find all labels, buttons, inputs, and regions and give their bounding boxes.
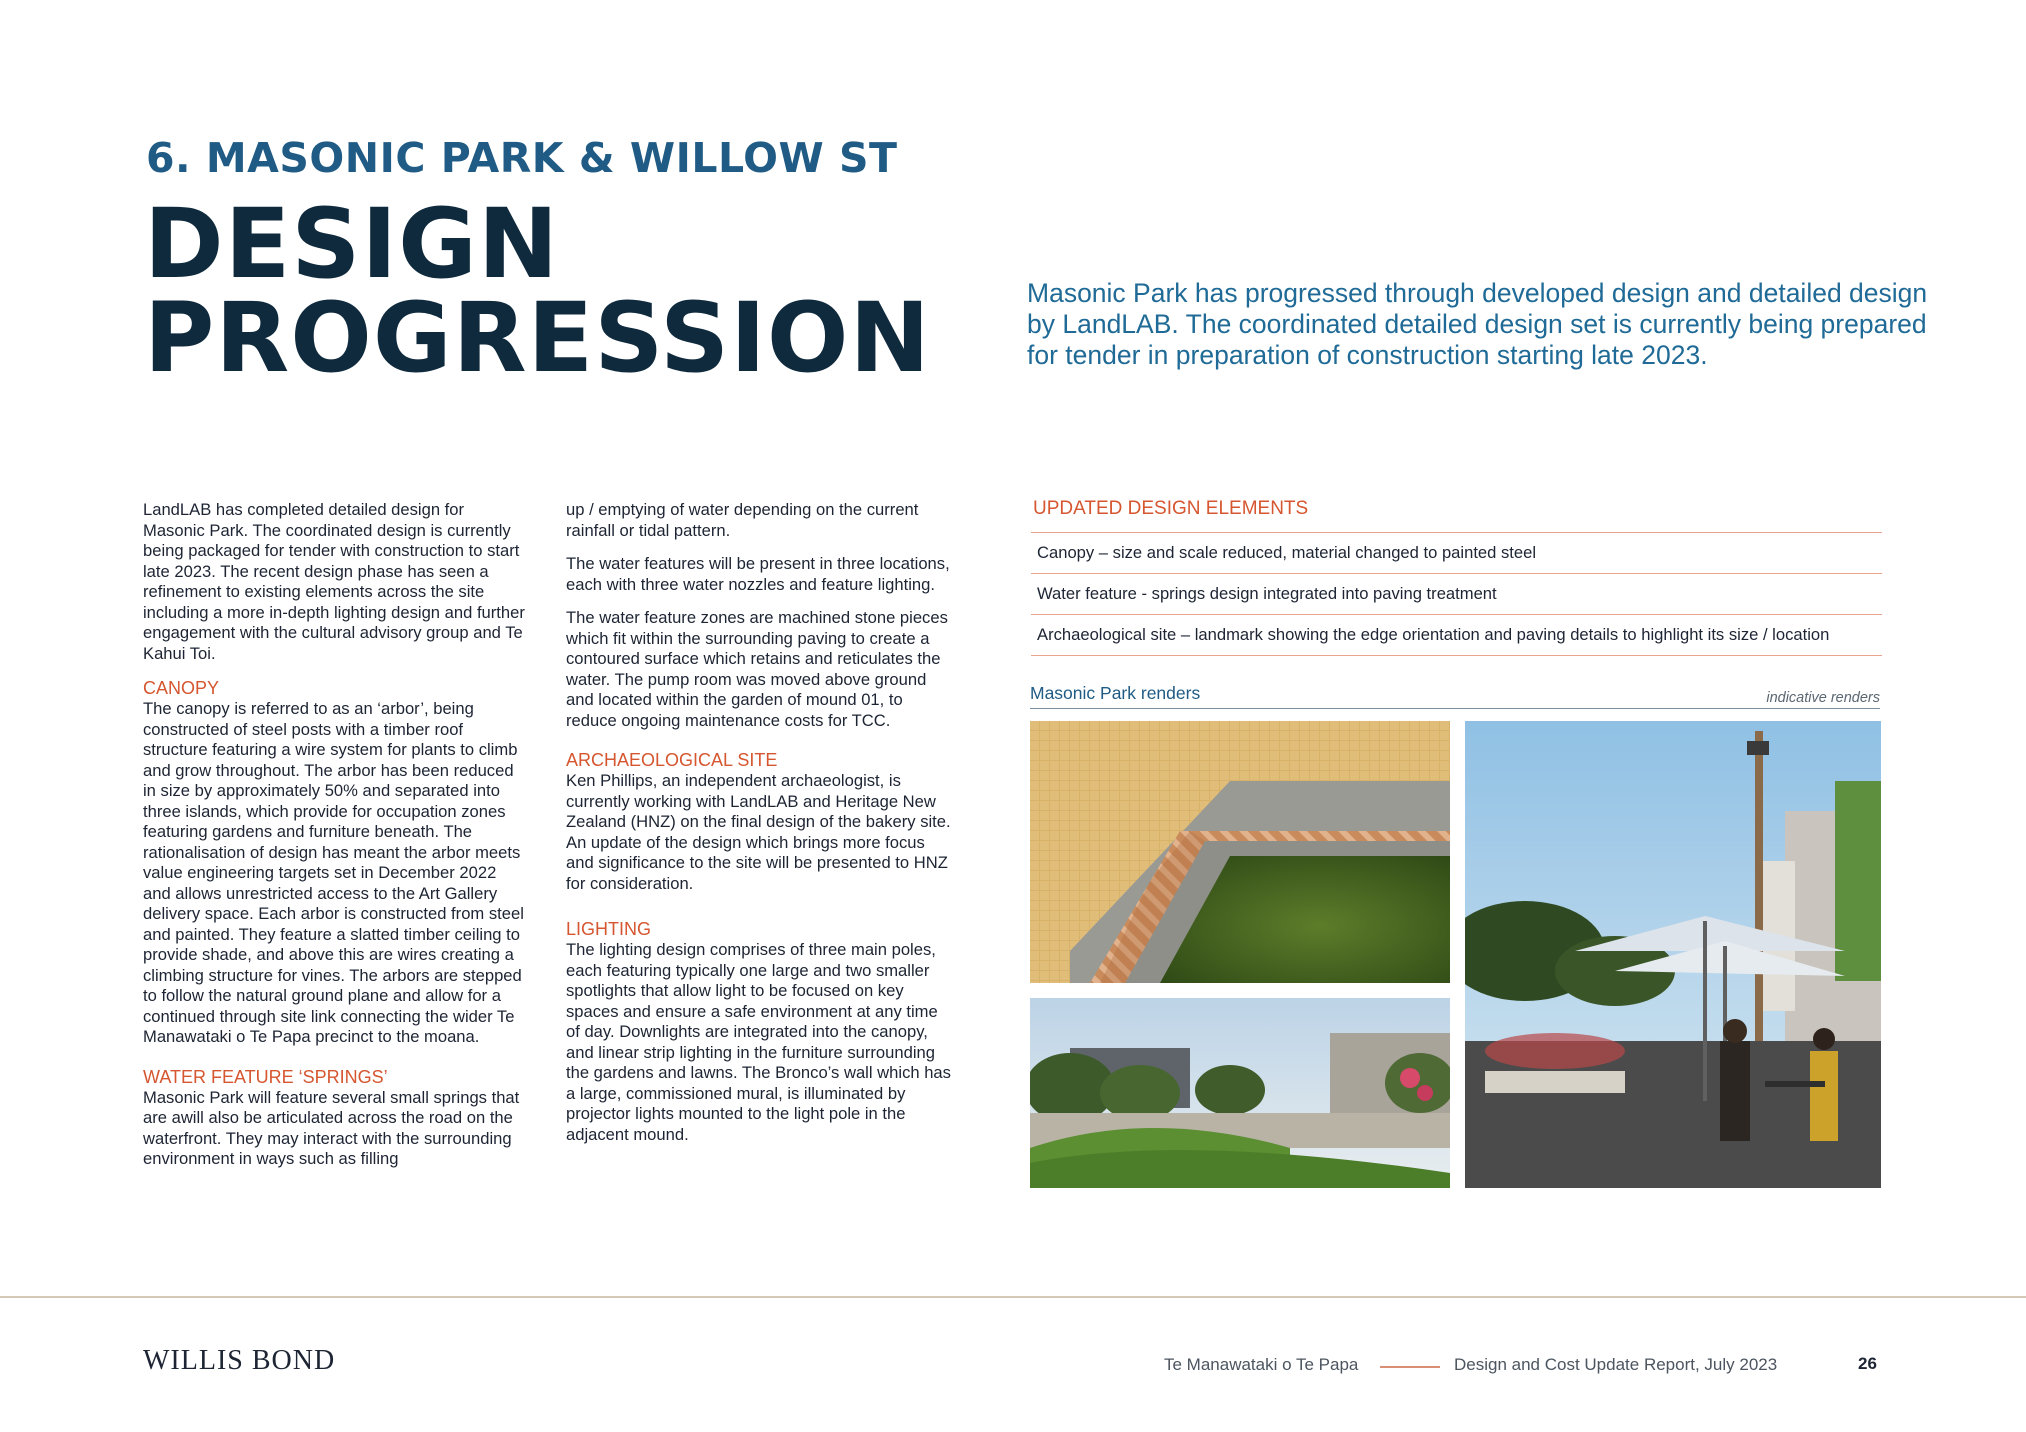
footer-divider <box>0 1296 2026 1298</box>
updated-elements-title: UPDATED DESIGN ELEMENTS <box>1033 498 1309 519</box>
updated-elements-list <box>1031 532 1882 656</box>
page-title-line-2: PROGRESSION <box>144 282 931 394</box>
renders-header <box>1030 683 1880 709</box>
lighting-text: The lighting design comprises of three main poles, each featuring typically one large and two smaller spotlights that allow light to be focused on key spaces and ensure a safe environment at any time of day. Downlights are integrated into the canopy, and linear strip lighting in the furniture surrounding the gardens and lawns. The Bronco’s wall which has a large, commissioned mural, is illuminated by projector lights mounted to the light pole in the adjacent mound. <box>566 940 951 1144</box>
water-feature-heading: WATER FEATURE ‘SPRINGS’ <box>143 1066 388 1087</box>
updated-element-item: Canopy – size and scale reduced, material changed to painted steel <box>1031 532 1882 573</box>
text-column-1 <box>143 500 528 1183</box>
intro-paragraph: Masonic Park has progressed through developed design and detailed design by LandLAB. The coordinated detailed design set is currently being prepared for tender in preparation of construction starting late 2023. <box>1027 278 1928 370</box>
intro-text: LandLAB has completed detailed design for Masonic Park. The coordinated design is currently being packaged for tender with construction to start late 2023. The recent design phase has seen a refinement to existing elements across the site including a more in-depth lighting design and further engagement with the cultural advisory group and Te Kahui Toi. <box>143 500 525 663</box>
footer-project-name: Te Manawataki o Te Papa <box>1164 1355 1359 1374</box>
page-title-line-1: DESIGN <box>144 188 560 300</box>
lighting-heading: LIGHTING <box>566 919 652 939</box>
renders-note: indicative renders <box>1766 690 1880 706</box>
water-feature-continued: up / emptying of water depending on the current rainfall or tidal pattern. <box>566 500 919 540</box>
text-column-2 <box>566 500 951 1158</box>
render-park-view <box>1030 998 1450 1188</box>
page-number: 26 <box>1858 1354 1877 1373</box>
section-label: 6. MASONIC PARK & WILLOW ST <box>146 134 898 182</box>
archaeological-heading: ARCHAEOLOGICAL SITE <box>566 750 778 770</box>
footer-separator <box>1380 1366 1440 1368</box>
canopy-heading: CANOPY <box>143 678 220 698</box>
water-feature-zones: The water feature zones are machined stone pieces which fit within the surrounding paving to create a contoured surface which retains and reticulates the water. The pump room was moved above ground and located within the garden of mound 01, to reduce ongoing maintenance costs for TCC. <box>566 608 948 730</box>
render-plaza-umbrellas <box>1465 721 1881 1188</box>
render-aerial-planter <box>1030 721 1450 983</box>
water-feature-text: Masonic Park will feature several small springs that are awill also be articulated across the road on the waterfront. They may interact with the surrounding environment in ways such as filling <box>143 1087 520 1168</box>
water-feature-locations: The water features will be present in three locations, each with three water nozzles and feature lighting. <box>566 554 950 594</box>
updated-element-item: Water feature - springs design integrated into paving treatment <box>1031 573 1882 614</box>
archaeological-text: Ken Phillips, an independent archaeologist, is currently working with LandLAB and Heritage New Zealand (HNZ) on the final design of the bakery site. An update of the design which brings more focus and significance to the site will be presented to HNZ for consideration. <box>566 771 951 893</box>
updated-element-item: Archaeological site – landmark showing the edge orientation and paving details to highlight its size / location <box>1031 614 1882 656</box>
renders-title: Masonic Park renders <box>1030 683 1201 703</box>
brand-logo: WILLIS BOND <box>143 1345 336 1376</box>
canopy-text: The canopy is referred to as an ‘arbor’, being constructed of steel posts with a timber roof structure featuring a wire system for plants to climb and grow throughout. The arbor has been reduced in size by approximately 50% and separated into three islands, which provide for occupation zones featuring gardens and furniture beneath. The rationalisation of design has meant the arbor meets value engineering targets set in December 2022 and allows unrestricted access to the Art Gallery delivery space. Each arbor is constructed from steel and painted. They feature a slatted timber ceiling to provide shade, and above this are wires creating a climbing structure for vines. The arbors are stepped to follow the natural ground plane and allow for a continued through site link connecting the wider Te Manawataki o Te Papa precinct to the moana. <box>143 699 524 1046</box>
footer-report-title: Design and Cost Update Report, July 2023 <box>1454 1355 1778 1374</box>
